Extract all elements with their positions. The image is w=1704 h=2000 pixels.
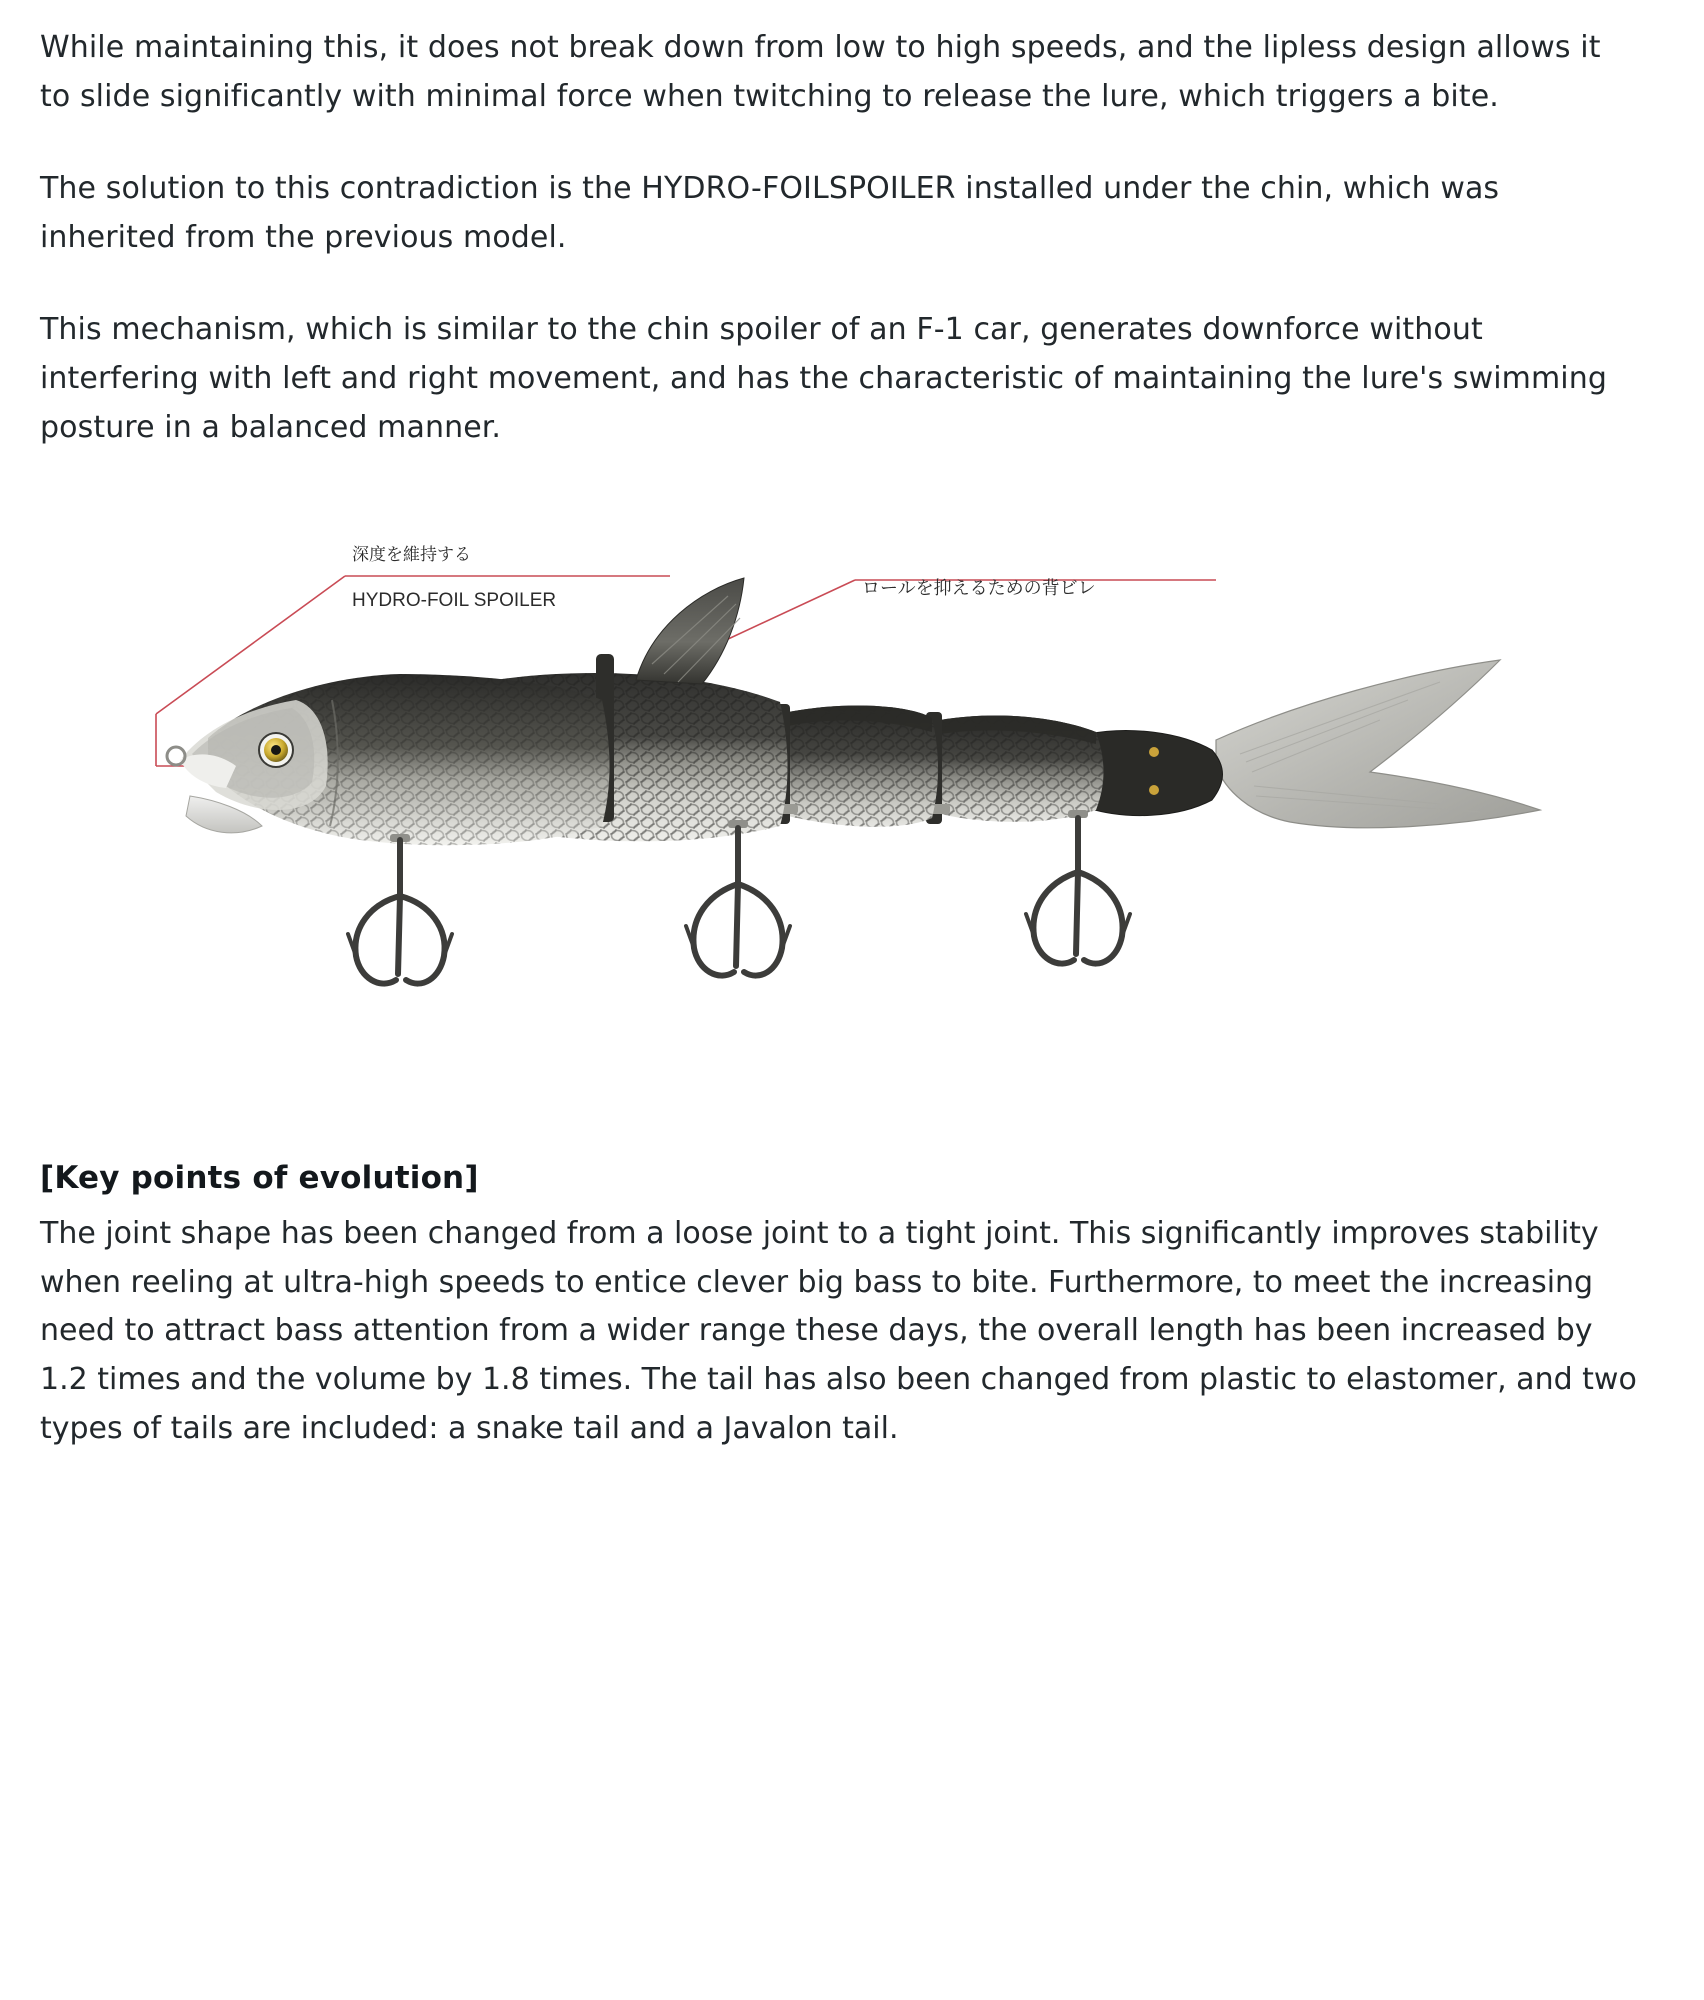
callout-hydro-foil-spoiler (352, 522, 556, 612)
lure-segment-4 (940, 716, 1104, 822)
lure-head (167, 674, 610, 845)
dorsal-fin (636, 578, 744, 684)
lure-tail (1216, 660, 1540, 828)
paragraph-3: This mechanism, which is similar to the chin spoiler of an F-1 car, generates downforce without interfering with left and right movement, and has the characteristic of maintaining the lure's swimming posture in a balanced manner. (40, 312, 1608, 445)
callout-hydro-foil-spoiler-en: HYDRO-FOIL SPOILER (352, 590, 557, 612)
lure-segment-rear (1088, 731, 1223, 816)
callout-hydro-foil-spoiler-jp: 深度を維持する (352, 545, 471, 565)
lure-illustration (40, 504, 1664, 1124)
callout-dorsal-fin-jp: ロールを抑えるための背ビレ (862, 578, 1096, 599)
section-body: The joint shape has been changed from a loose joint to a tight joint. This significantly improves stability when reeling at ultra-high speeds to entice clever big bass to bite. Furthermore, to meet the increasing need to attract bass attention from a wider range these days, the overall length has been increased by 1.2 times and the volume by 1.8 times. The tail has also been changed from plastic to elastomer, and two types of tails are included: a snake tail and a Javalon tail. (40, 1216, 1637, 1446)
lure-segment-3 (788, 706, 938, 827)
section-heading: [Key points of evolution] (40, 1160, 479, 1197)
lure-figure (40, 504, 1664, 1124)
paragraph-2: The solution to this contradiction is the HYDRO-FOILSPOILER installed under the chin, which was inherited from the previous model. (40, 171, 1500, 255)
paragraph-1: While maintaining this, it does not break down from low to high speeds, and the lipless design allows it to slide significantly with minimal force when twitching to release the lure, which triggers a bite. (40, 30, 1601, 114)
callout-dorsal-fin (862, 556, 1096, 600)
